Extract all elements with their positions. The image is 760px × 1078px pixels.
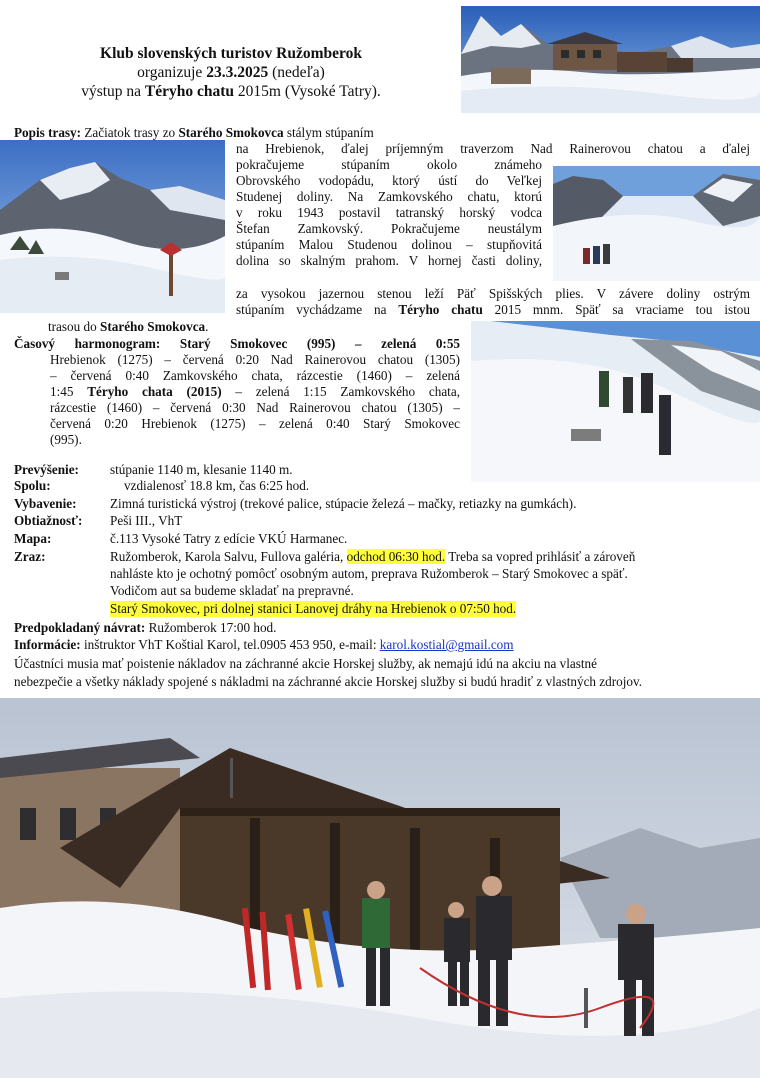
- return-value: Ružomberok 17:00 hod.: [145, 620, 277, 635]
- route-line: Studenej doliny. Na Zamkovského chatu, ktorú: [236, 189, 542, 204]
- meeting-label: Zraz:: [14, 549, 46, 564]
- map-value: č.113 Vysoké Tatry z edície VKÚ Harmanec.: [110, 531, 348, 546]
- meeting-line: Vodičom aut sa budeme skladať na prepravné.: [110, 583, 354, 598]
- notice-line: Účastníci musia mať poistenie nákladov na záchranné akcie Horskej služby, ak nemajú idú na akciu na vlastné: [14, 656, 597, 671]
- info-line: [14, 637, 514, 653]
- organizer-line: organizuje 23.3.2025 (nedeľa): [137, 64, 325, 81]
- route-line: stúpaním vychádzame na Téryho chatu 2015 mnm. Späť sa vraciame tou istou: [236, 302, 750, 317]
- info-label: Informácie:: [14, 637, 81, 652]
- route-line: trasou do Starého Smokovca.: [48, 319, 209, 334]
- event-date: 23.3.2025: [206, 64, 269, 81]
- route-line: na Hrebienok, ďalej príjemným traverzom Nad Rainerovou chatou a ďalej: [236, 141, 750, 156]
- mountain-sign-photo: [0, 140, 225, 313]
- club-name: Klub slovenských turistov Ružomberok: [100, 45, 362, 62]
- total-value: vzdialenosť 18.8 km, čas 6:25 hod.: [124, 478, 310, 493]
- meeting-place-highlight: Starý Smokovec, pri dolnej stanici Lanovej dráhy na Hrebienok o 07:50 hod.: [110, 601, 517, 616]
- hut-photo-top: [461, 6, 760, 113]
- notice-line: nebezpečie a všetky náklady spojené s nákladmi na záchranné akcie Horskej služby si budú hradiť z vlastných zdrojov.: [14, 674, 643, 690]
- insurance-notice: [14, 656, 754, 690]
- climbers-photo: [471, 321, 760, 482]
- email-link[interactable]: karol.kostial@gmail.com: [379, 637, 514, 652]
- destination-hut: Téryho chatu: [144, 83, 235, 100]
- route-line: Obrovského vodopádu, ktorý ústí do Veľkej: [236, 173, 542, 188]
- return-label: Predpokladaný návrat:: [14, 620, 146, 635]
- trip-line: výstup na Téryho chatu 2015m (Vysoké Tatry).: [81, 83, 381, 100]
- schedule-line: – červená 0:40 Zamkovského chata, rázcestie (1460) – zelená: [50, 368, 460, 383]
- schedule-label: Časový harmonogram:: [14, 336, 161, 351]
- valley-hikers-photo: [553, 166, 760, 281]
- departure-highlight: odchod 06:30 hod.: [346, 549, 446, 564]
- route-label: Popis trasy:: [14, 125, 82, 140]
- schedule-line: Hrebienok (1275) – červená 0:20 Nad Rainerovou chatou (1305): [50, 352, 460, 367]
- hut-group-photo: [0, 698, 760, 1078]
- schedule-line: (995).: [50, 432, 82, 447]
- meeting-line: nahláste kto je ochotný pomôcť osobným autom, preprava Ružomberok – Starý Smokovec a späť.: [110, 566, 628, 581]
- route-line: stúpaním Malou Studenou dolinou – stupňovitá: [236, 237, 542, 252]
- details: [0, 462, 760, 662]
- route-line: pokračujeme stúpaním okolo známeho: [236, 157, 542, 172]
- difficulty-value: Peši III., VhT: [110, 513, 183, 528]
- meeting-line: Ružomberok, Karola Salvu, Fullova galéria, odchod 06:30 hod. Treba sa vopred prihlásiť a zároveň: [110, 549, 636, 564]
- route-line: v roku 1943 postavil tatranský horský vodca: [236, 205, 542, 220]
- info-value: inštruktor VhT Koštial Karol, tel.0905 453 950, e-mail:: [80, 637, 380, 652]
- total-label: Spolu:: [14, 478, 51, 493]
- route-line: dolina so skalným prahom. V hornej časti doliny,: [236, 253, 542, 268]
- elevation-value: stúpanie 1140 m, klesanie 1140 m.: [110, 462, 293, 477]
- equipment-value: Zimná turistická výstroj (trekové palice, stúpacie železá – mačky, retiazky na gumkách).: [110, 496, 577, 511]
- elevation-label: Prevýšenie:: [14, 462, 79, 477]
- return-line: [14, 620, 276, 636]
- route-line: za vysokou jazernou stenou leží Päť Spišských plies. V závere doliny ostrým: [236, 286, 750, 301]
- map-label: Mapa:: [14, 531, 52, 546]
- equipment-label: Vybavenie:: [14, 496, 77, 511]
- route-line: Štefan Zamkovský. Pokračujeme neustálym: [236, 221, 542, 236]
- schedule-line: červená 0:20 Hrebienok (1275) – zelená 0:40 Starý Smokovec: [50, 416, 460, 431]
- schedule-line: 1:45 Téryho chata (2015) – zelená 1:15 Zamkovského chata,: [50, 384, 460, 399]
- schedule-line: rázcestie (1460) – červená 0:30 Nad Rainerovou chatou (1305) –: [50, 400, 460, 415]
- difficulty-label: Obtiažnosť:: [14, 513, 83, 528]
- header: [0, 44, 462, 101]
